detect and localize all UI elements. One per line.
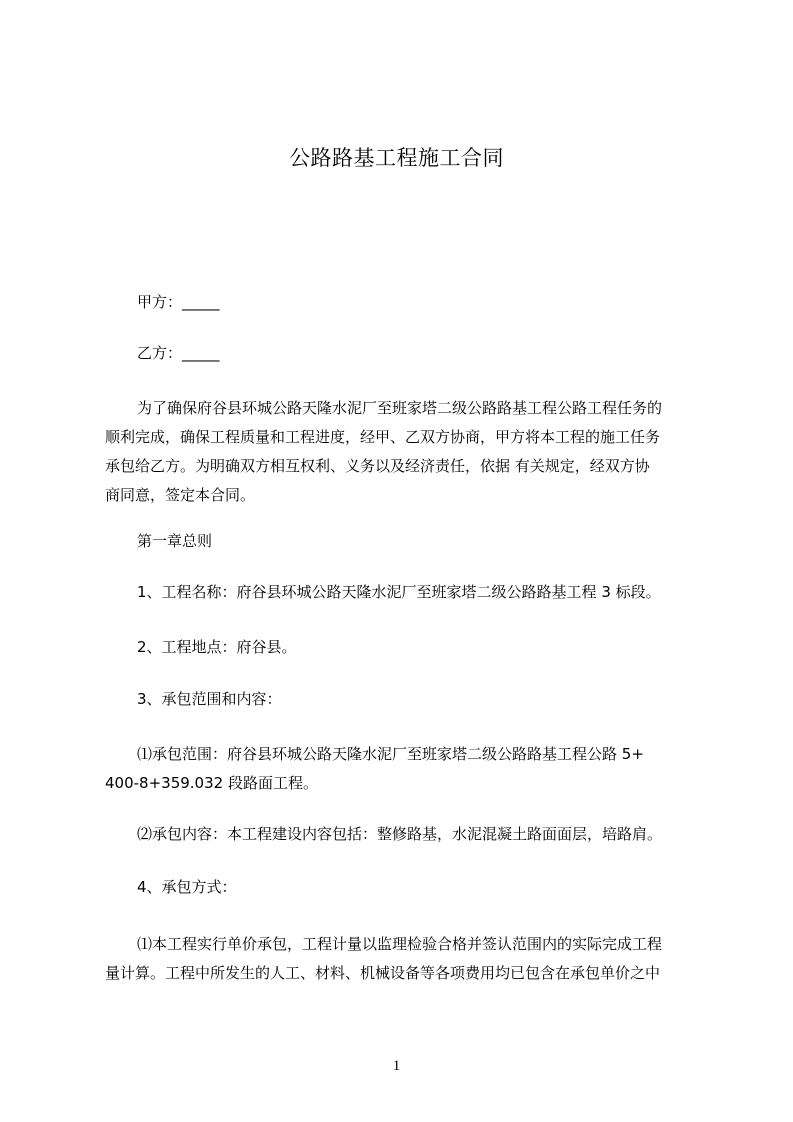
clause-project-name: 1、工程名称：府谷县环城公路天隆水泥厂至班家塔二级公路路基工程 3 标段。 [137, 583, 661, 601]
document-title: 公路路基工程施工合同 [289, 146, 504, 170]
scope-range-line: ⑴承包范围：府谷县环城公路天隆水泥厂至班家塔二级公路路基工程公路 5+ [137, 745, 644, 763]
unit-price-line: ⑴本工程实行单价承包，工程计量以监理检验合格并签认范围内的实际完成工程 [137, 935, 663, 953]
clause-scope-range [105, 740, 705, 798]
intro-line: 顺利完成，确保工程质量和工程进度，经甲、乙双方协商，甲方将本工程的施工任务 [105, 428, 661, 446]
intro-paragraph [105, 394, 705, 510]
clause-contract-method-heading: 4、承包方式： [137, 878, 237, 896]
intro-line: 商同意，签定本合同。 [105, 486, 256, 504]
clause-scope-content: ⑵承包内容：本工程建设内容包括：整修路基，水泥混凝土路面面层，培路肩。 [137, 825, 663, 843]
page-number: 1 [392, 1058, 401, 1074]
clause-scope-heading: 3、承包范围和内容： [137, 690, 282, 708]
scope-range-line: 400-8+359.032 段路面工程。 [105, 774, 318, 792]
intro-line: 承包给乙方。为明确双方相互权利、义务以及经济责任，依据 有关规定，经双方协 [105, 457, 650, 475]
chapter-heading: 第一章总则 [137, 532, 213, 550]
unit-price-line: 量计算。工程中所发生的人工、材料、机械设备等各项费用均已包含在承包单价之中 [105, 964, 661, 982]
party-a-line: 甲方：_____ [137, 293, 220, 311]
clause-project-location: 2、工程地点：府谷县。 [137, 638, 297, 656]
clause-unit-price [105, 930, 705, 988]
intro-line: 为了确保府谷县环城公路天隆水泥厂至班家塔二级公路路基工程公路工程任务的 [137, 399, 663, 417]
party-b-line: 乙方：_____ [137, 344, 220, 362]
